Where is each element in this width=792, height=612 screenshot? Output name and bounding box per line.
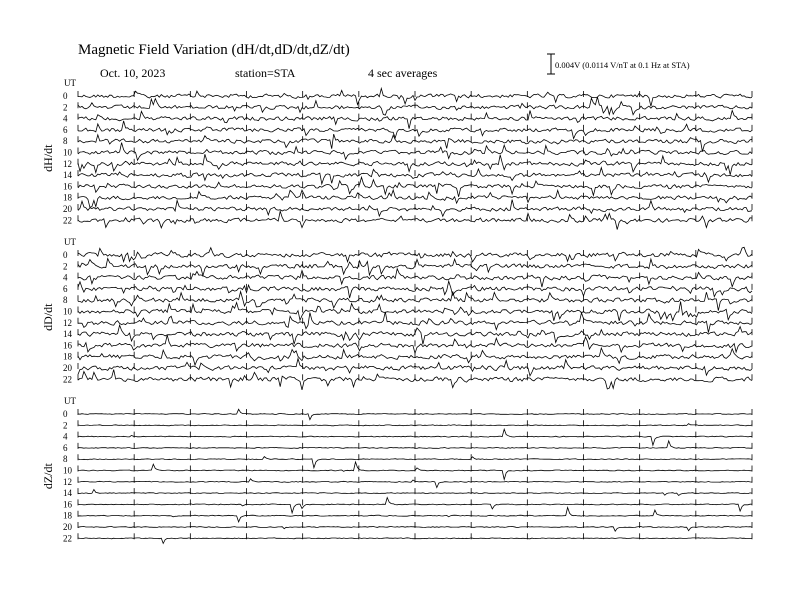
hour-label: 20 — [63, 204, 72, 214]
panel-ylabel: dZ/dt — [41, 463, 55, 490]
hour-label: 14 — [63, 329, 72, 340]
panel-ylabel: dD/dt — [41, 303, 55, 331]
hour-label: 18 — [63, 510, 72, 521]
ut-label: UT — [64, 396, 76, 406]
panel-ylabel: dH/dt — [41, 144, 55, 172]
hour-label: 6 — [63, 283, 68, 294]
hour-label: 16 — [63, 340, 72, 351]
hour-label: 0 — [63, 250, 68, 260]
hour-label: 4 — [63, 431, 68, 442]
hour-label: 20 — [63, 522, 72, 532]
hour-label: 14 — [63, 170, 72, 181]
ut-label: UT — [64, 78, 76, 88]
hour-label: 2 — [63, 261, 68, 272]
ut-label: UT — [64, 237, 76, 247]
scale-bar-label: 0.004V (0.0114 V/nT at 0.1 Hz at STA) — [555, 60, 690, 70]
panel-dz-dt — [41, 396, 752, 543]
panel-dd-dt — [41, 237, 752, 390]
panel-dh-dt — [41, 78, 752, 230]
hour-label: 2 — [63, 102, 68, 113]
hour-label: 0 — [63, 409, 68, 419]
hour-label: 18 — [63, 351, 72, 362]
hour-label: 8 — [63, 454, 68, 465]
hour-label: 16 — [63, 181, 72, 192]
hour-label: 12 — [63, 158, 72, 169]
hour-label: 20 — [63, 363, 72, 373]
chart-averaging: 4 sec averages — [368, 66, 438, 80]
scale-bar — [547, 54, 555, 74]
hour-label: 0 — [63, 91, 68, 101]
hour-label: 10 — [63, 465, 72, 476]
hour-label: 8 — [63, 136, 68, 147]
chart-title: Magnetic Field Variation (dH/dt,dD/dt,dZ/dt) — [78, 42, 350, 58]
hour-label: 22 — [63, 533, 72, 544]
hour-label: 16 — [63, 499, 72, 510]
hour-label: 6 — [63, 124, 68, 135]
hour-label: 10 — [63, 147, 72, 158]
chart-date: Oct. 10, 2023 — [100, 66, 166, 80]
hour-label: 2 — [63, 420, 68, 431]
chart-station: station=STA — [235, 66, 296, 80]
hour-label: 12 — [63, 317, 72, 328]
hour-label: 12 — [63, 476, 72, 487]
hour-label: 22 — [63, 215, 72, 226]
panels-group — [41, 78, 752, 543]
hour-label: 6 — [63, 442, 68, 453]
hour-label: 14 — [63, 488, 72, 499]
hour-label: 8 — [63, 295, 68, 306]
hour-label: 10 — [63, 306, 72, 317]
hour-label: 4 — [63, 113, 68, 124]
hour-label: 22 — [63, 374, 72, 385]
hour-label: 18 — [63, 192, 72, 203]
hour-label: 4 — [63, 272, 68, 283]
